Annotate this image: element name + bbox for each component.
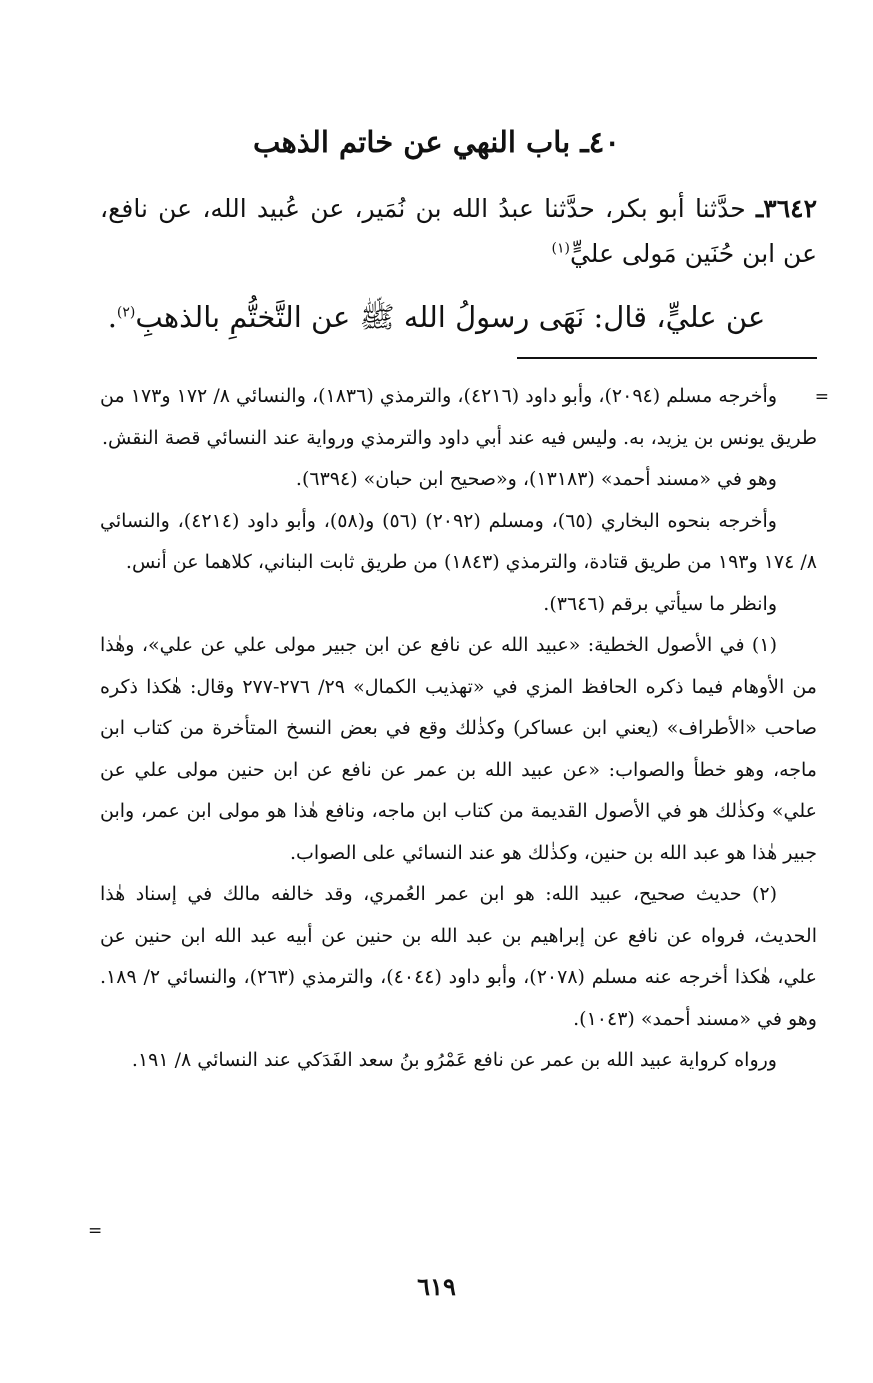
hadith-number: ٣٦٤٢ـ — [755, 194, 817, 223]
continuation-mark-bottom: = — [88, 1221, 103, 1241]
footnote-ref-2[interactable]: (٢) — [116, 304, 136, 321]
note-paragraph: وأخرجه مسلم (٢٠٩٤)، وأبو داود (٤٢١٦)، والترمذي (١٨٣٦)، والنسائي ٨/ ١٧٢ و١٧٣ من طريق يونس بن يزيد، به. وليس فيه عند أبي داود والترمذي ورواية عند النسائي قصة النقش. — [100, 385, 817, 449]
footnote-separator — [517, 357, 817, 359]
chapter-title: ٤٠ـ باب النهي عن خاتم الذهب — [253, 125, 620, 159]
footnote-ref-1[interactable]: (١) — [551, 240, 570, 257]
footnote-2: (٢) حديث صحيح، عبيد الله: هو ابن عمر العُمري، وقد خالفه مالك في إسناد هٰذا الحديث، فرواه عن نافع عن إبراهيم بن عبد الله بن حنين عن أبيه عبد الله ابن حنين عن علي، هٰكذا أخرجه عنه مسلم (٢٠٧٨)، وأبو داود (٤٠٤٤)، والترمذي (٢٦٣)، والنسائي ٢/ ١٨٩. وهو في «مسند أحمد» (١٠٤٣). — [100, 883, 817, 1030]
matn-text: عن عليٍّ، قال: نَهَى رسولُ الله ﷺ عن التَّختُّمِ بالذهبِ — [135, 300, 766, 334]
page-number: ٦١٩ — [417, 1272, 456, 1301]
isnad-text: حدَّثنا أبو بكر، حدَّثنا عبدُ الله بن نُمَير، عن عُبيد الله، عن نافع، عن ابن حُنَين مَولى عليٍّ — [100, 194, 817, 268]
note-paragraph: وانظر ما سيأتي برقم (٣٦٤٦). — [543, 592, 777, 615]
continuation-mark-top: = — [814, 387, 829, 407]
footnotes — [100, 376, 817, 1082]
note-paragraph: ورواه كرواية عبيد الله بن عمر عن نافع عَمْرُو بنُ سعد الفَدَكي عند النسائي ٨/ ١٩١. — [131, 1049, 777, 1071]
hadith-isnad — [100, 186, 817, 276]
note-paragraph: وأخرجه بنحوه البخاري (٦٥)، ومسلم (٢٠٩٢) (٥٦) و(٥٨)، وأبو داود (٤٢١٤)، والنسائي ٨/ ١٧٤ و١٩٣ من طريق قتادة، والترمذي (١٨٤٣) من طريق ثابت البناني، كلاهما عن أنس. — [100, 509, 817, 573]
note-paragraph: وهو في «مسند أحمد» (١٣١٨٣)، و«صحيح ابن حبان» (٦٣٩٤). — [295, 468, 777, 490]
hadith-matn — [100, 292, 773, 342]
footnote-1: (١) في الأصول الخطية: «عبيد الله عن نافع عن ابن جبير مولى علي عن علي»، وهٰذا من الأوهام فيما ذكره الحافظ المزي في «تهذيب الكمال» ٢٩/ ٢٧٦-٢٧٧ وقال: هٰكذا ذكره صاحب «الأطراف» (يعني ابن عساكر) وكذٰلك وقع في بعض النسخ المتأخرة من كتاب ابن ماجه، وهو خطأ والصواب: «عن عبيد الله بن عمر عن نافع عن ابن حنين مولى علي عن علي» وكذٰلك هو في الأصول القديمة من كتاب ابن ماجه، ونافع هٰذا هو مولى ابن عمر، وابن جبير هٰذا هو عبد الله بن حنين، وكذٰلك هو عند النسائي على الصواب. — [100, 634, 817, 864]
matn-end: . — [107, 300, 117, 334]
